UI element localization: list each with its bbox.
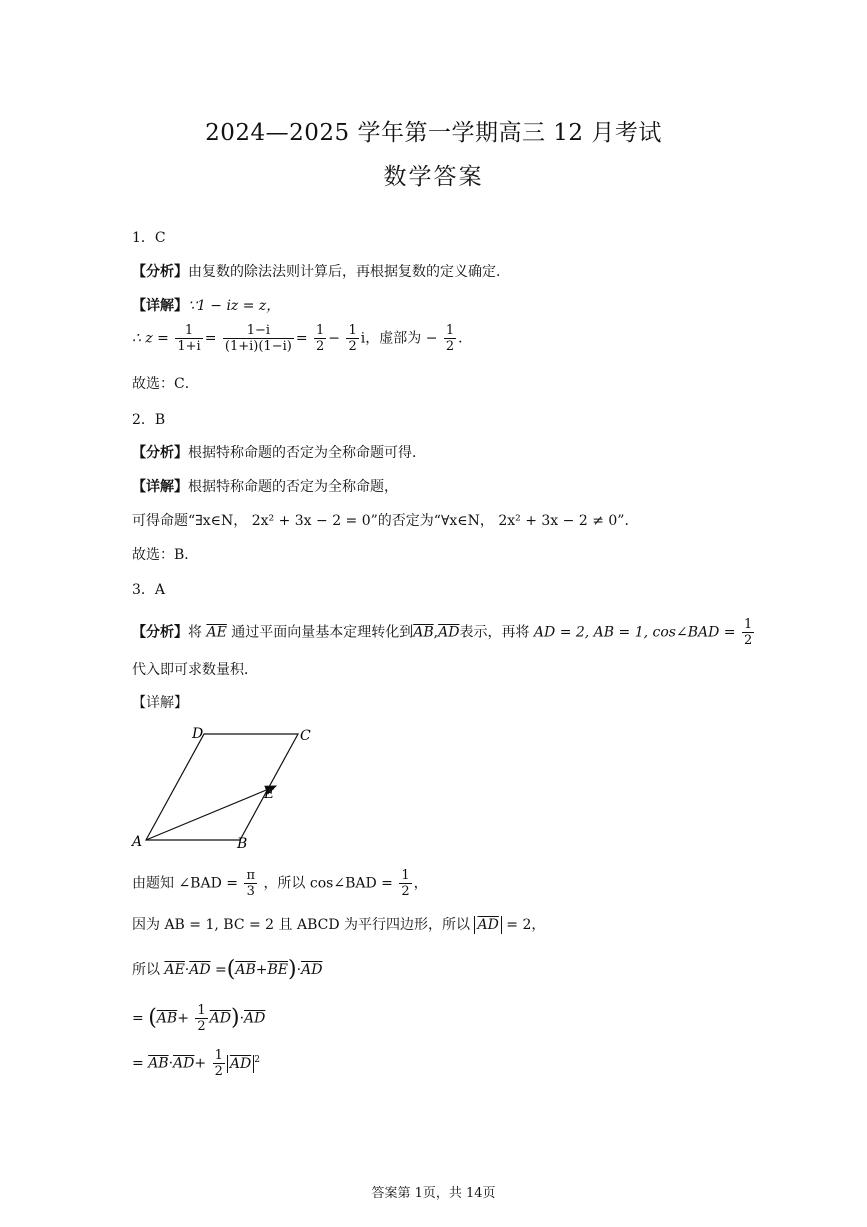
- q2-answer: 2．B: [132, 412, 166, 428]
- vector-ae-arrow: [146, 786, 276, 840]
- fraction: $\frac{1}{2}$: [743, 617, 753, 648]
- fraction: $\frac{1}{2}$: [214, 1048, 223, 1079]
- point-a-label: A: [132, 834, 143, 850]
- point-d-label: D: [192, 726, 204, 742]
- q1-analysis: 【分析】由复数的除法法则计算后，再根据复数的定义确定．: [132, 264, 510, 280]
- point-c-label: C: [300, 728, 311, 744]
- exam-title: 2024—2025 学年第一学期高三 12 月考试: [205, 120, 662, 146]
- fraction: $\frac{1-i}{(1+i)(1-i)}$: [224, 323, 292, 354]
- q3-line-1: 由题知 ∠BAD = $\frac{\pi}{3}$ ，所以 cos∠BAD = $\frac{1}{2}$ ，: [132, 868, 428, 899]
- fraction: $\frac{1}{2}$: [401, 868, 410, 899]
- q2-conclusion: 故选：B．: [132, 547, 199, 563]
- q2-detail: 【详解】根据特称命题的否定为全称命题，: [132, 479, 398, 495]
- q3-analysis: 【分析】将 $\overline{AE}$ 通过平面向量基本定理转化到$\overline{AB},\overline{AD}$表示，再将 AD = 2, AB = 1, cos∠BAD = $\frac{1}{2}$: [132, 617, 753, 648]
- parallelogram-diagram: [128, 722, 328, 854]
- q2-analysis: 【分析】根据特称命题的否定为全称命题可得．: [132, 445, 426, 461]
- q3-line-4: = ($\overline{AB}+$ $\frac{1}{2}$ $\overline{AD})\cdot\overline{AD}$: [132, 1003, 266, 1034]
- point-e-label: E: [264, 786, 275, 802]
- q3-analysis-cont: 代入即可求数量积．: [132, 662, 258, 678]
- q1-detail: 【详解】∵1 − iz = z，: [132, 298, 281, 314]
- q3-line-3: 所以 $\overline{AE}\cdot\overline{AD} =(\overline{AB}+\overline{BE})\cdot\overline{AD}$: [132, 957, 323, 982]
- point-b-label: B: [237, 836, 248, 852]
- fraction: $\frac{\pi}{3}$: [246, 868, 255, 899]
- parallelogram-shape: [146, 734, 298, 840]
- exam-subtitle: 数学答案: [383, 164, 484, 190]
- fraction: $\frac{1}{2}$: [316, 323, 325, 354]
- q3-line-5: = $\overline{AB}\cdot\overline{AD}+$ $\frac{1}{2}$ $\overline{AD}$ $^2$: [132, 1048, 260, 1079]
- q1-conclusion: 故选：C．: [132, 376, 199, 392]
- q3-line-2: 因为 AB = 1, BC = 2 且 ABCD 为平行四边形，所以 $\overline{AD} = 2$，: [132, 917, 546, 933]
- q1-answer: 1．C: [132, 230, 166, 246]
- fraction: $\frac{1}{2}$: [197, 1003, 206, 1034]
- page-footer: 答案第 1页，共 14页: [371, 1186, 496, 1201]
- q2-line: 可得命题“∃x∈N， 2x² + 3x − 2 = 0”的否定为“∀x∈N， 2x² + 3x − 2 ≠ 0”．: [132, 513, 639, 529]
- fraction: $\frac{1}{2}$: [445, 323, 455, 354]
- fraction: $\frac{1}{1+i}$: [177, 323, 201, 354]
- q3-answer: 3．A: [132, 582, 166, 598]
- q1-derivation: ∴ z = $\frac{1}{1+i}$ = $\frac{1-i}{(1+i)(1-i)}$ = $\frac{1}{2}$ − $\frac{1}{2}$ i，虚部为 − $\frac{1}{2}$ ．: [132, 323, 473, 354]
- fraction: $\frac{1}{2}$: [348, 323, 357, 354]
- q3-detail-tag: 【详解】: [132, 695, 188, 711]
